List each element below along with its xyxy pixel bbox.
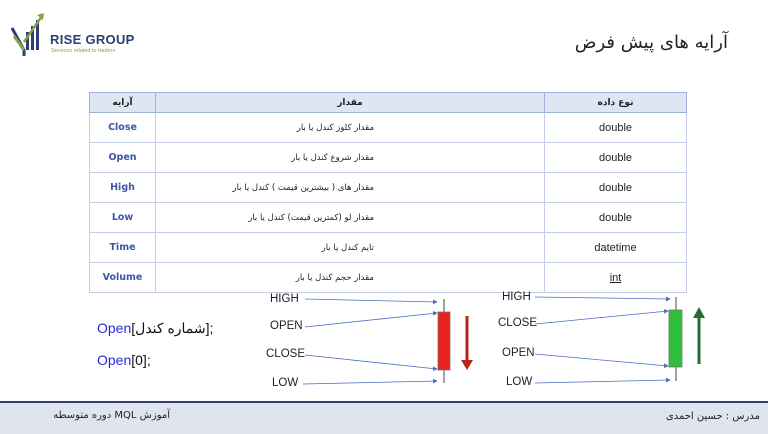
footer-course: آموزش MQL دوره متوسطه: [53, 410, 170, 421]
footer-instructor: مدرس : حسین احمدی: [665, 411, 760, 422]
bear-low-label: LOW: [272, 377, 299, 389]
row-description: مقدار های ( بیشترین قیمت ) کندل یا بار: [156, 173, 545, 203]
row-description: مقدار کلوز کندل یا بار: [156, 113, 545, 143]
header-value: مقدار: [156, 93, 545, 113]
bull-low-connector: [535, 380, 670, 383]
bear-open-label: OPEN: [270, 320, 303, 332]
bear-open-connector: [305, 313, 437, 327]
row-data-type: double: [545, 173, 687, 203]
bull-open-connector: [535, 354, 668, 366]
row-array-name: Open: [90, 143, 156, 173]
bear-down-arrow: [461, 316, 473, 370]
bull-candle-body: [669, 310, 682, 367]
bull-candle: [669, 297, 682, 381]
bear-low-connector: [303, 381, 437, 384]
code-index: [شماره کندل];: [131, 320, 214, 336]
row-data-type: datetime: [545, 233, 687, 263]
row-description: مقدار لو (کمترین قیمت) کندل یا بار: [156, 203, 545, 233]
row-array-name: Time: [90, 233, 156, 263]
row-array-name: Close: [90, 113, 156, 143]
row-description: مقدار شروع کندل یا بار: [156, 143, 545, 173]
bear-close-connector: [305, 355, 437, 369]
bull-high-label: HIGH: [502, 291, 531, 303]
bull-high-connector: [535, 297, 670, 299]
logo-title: RISE GROUP: [50, 32, 135, 47]
header-data-type: نوع داده: [545, 93, 687, 113]
bull-close-connector: [535, 311, 668, 324]
header-array: آرایه: [90, 93, 156, 113]
bear-candle-body: [438, 312, 450, 370]
row-data-type: double: [545, 113, 687, 143]
bear-close-label: CLOSE: [266, 348, 305, 360]
bull-open-label: OPEN: [502, 347, 535, 359]
bull-up-arrow: [693, 307, 705, 364]
row-description: تایم کندل یا بار: [156, 233, 545, 263]
code-keyword: Open: [97, 352, 132, 368]
bear-candle: [438, 299, 450, 383]
bull-close-label: CLOSE: [498, 317, 537, 329]
row-data-type: double: [545, 143, 687, 173]
row-array-name: Low: [90, 203, 156, 233]
footer-bar: [0, 401, 768, 434]
row-array-name: Volume: [90, 263, 156, 293]
code-index: [0];: [131, 352, 151, 368]
bull-low-label: LOW: [506, 376, 533, 388]
logo-subtitle: Services related to traders: [51, 48, 116, 54]
row-description: مقدار حجم کندل یا بار: [156, 263, 545, 293]
bear-high-connector: [305, 299, 437, 302]
row-data-type: double: [545, 203, 687, 233]
row-data-type-text: int: [609, 271, 622, 284]
code-keyword: Open: [97, 320, 132, 336]
row-array-name: High: [90, 173, 156, 203]
page-title: آرایه های پیش فرض: [574, 32, 728, 53]
bear-high-label: HIGH: [270, 293, 299, 305]
